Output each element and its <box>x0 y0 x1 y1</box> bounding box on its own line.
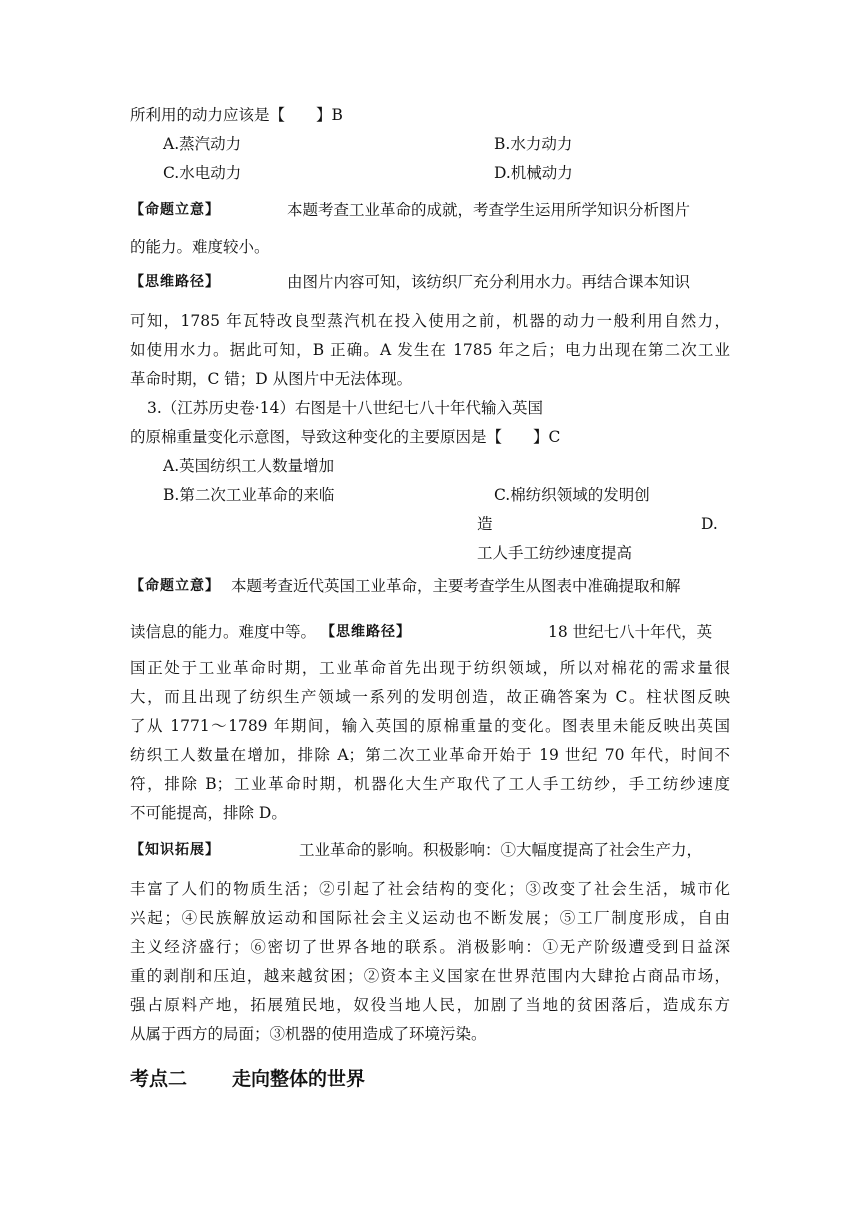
q3-extension-text-7: 从属于西方的局面；③机器的使用造成了环境污染。 <box>130 1025 487 1043</box>
q3-option-b: B.第二次工业革命的来临 <box>163 486 335 504</box>
q3-extension-tag: 【知识拓展】 <box>130 842 220 858</box>
q2-option-d: D.机械动力 <box>494 164 573 182</box>
q2-intent-text-2: 的能力。难度较小。 <box>130 238 270 256</box>
q2-option-b: B.水力动力 <box>494 135 573 153</box>
q3-path-text-5: 纺织工人数量在增加，排除 A；第二次工业革命开始于 19 世纪 70 年代，时间不 <box>130 746 730 764</box>
section-title: 走向整体的世界 <box>232 1068 366 1090</box>
q3-extension-text-5: 重的剥削和压迫，越来越贫困；②资本主义国家在世界范围内大肆抢占商品市场， <box>130 967 730 985</box>
q3-intent-text-2: 读信息的能力。难度中等。 <box>130 623 317 641</box>
q3-option-d-label: D. <box>701 515 718 533</box>
q3-extension-text-2: 丰富了人们的物质生活；②引起了社会结构的变化；③改变了社会生活，城市化 <box>130 880 730 898</box>
q2-path-tag: 【思维路径】 <box>130 274 220 290</box>
q3-intent-tag: 【命题立意】 <box>130 578 220 594</box>
q3-extension-text-3: 兴起；④民族解放运动和国际社会主义运动也不断发展；⑤工厂制度形成，自由 <box>130 909 730 927</box>
section-number: 考点二 <box>130 1068 188 1090</box>
q3-extension-text-4: 主义经济盛行；⑥密切了世界各地的联系。消极影响：①无产阶级遭受到日益深 <box>130 938 730 956</box>
q3-path-text-4: 了从 1771～1789 年期间，输入英国的原棉重量的变化。图表里未能反映出英国 <box>130 717 730 735</box>
q2-path-text-1: 由图片内容可知，该纺织厂充分利用水力。再结合课本知识 <box>287 273 691 291</box>
q3-path-text-3: 大，而且出现了纺织生产领域一系列的发明创造，故正确答案为 C。柱状图反映 <box>130 688 730 706</box>
q2-stem-tail: 所利用的动力应该是【 】B <box>130 106 343 124</box>
q3-path-text-1: 18 世纪七八十年代，英 <box>548 623 713 641</box>
q3-option-c-part-1: C.棉纺织领域的发明创 <box>494 486 650 504</box>
q2-intent-text-1: 本题考查工业革命的成就，考查学生运用所学知识分析图片 <box>287 201 691 219</box>
q3-intent-text-1: 本题考查近代英国工业革命，主要考查学生从图表中准确提取和解 <box>231 577 681 595</box>
q2-intent-tag: 【命题立意】 <box>130 202 220 218</box>
q2-path-text-3: 如使用水力。据此可知，B 正确。A 发生在 1785 年之后；电力出现在第二次工业 <box>130 341 730 359</box>
q3-path-text-2: 国正处于工业革命时期，工业革命首先出现于纺织领域，所以对棉花的需求量很 <box>130 659 730 677</box>
q2-path-text-4: 革命时期，C 错；D 从图片中无法体现。 <box>130 370 413 388</box>
q3-option-c-part-2: 造 <box>477 515 493 533</box>
q3-path-text-6: 符，排除 B；工业革命时期，机器化大生产取代了工人手工纺纱，手工纺纱速度 <box>130 775 730 793</box>
q2-path-text-2: 可知，1785 年瓦特改良型蒸汽机在投入使用之前，机器的动力一般利用自然力， <box>130 312 730 330</box>
q3-stem-2: 的原棉重量变化示意图，导致这种变化的主要原因是【 】C <box>130 428 561 446</box>
q3-stem-1: 3.（江苏历史卷·14）右图是十八世纪七八十年代输入英国 <box>147 399 543 417</box>
q3-option-d-text: 工人手工纺纱速度提高 <box>477 544 633 562</box>
q3-option-a: A.英国纺织工人数量增加 <box>163 457 335 475</box>
q3-path-text-7: 不可能提高，排除 D。 <box>130 804 287 822</box>
q2-option-a: A.蒸汽动力 <box>163 135 242 153</box>
q2-option-c: C.水电动力 <box>163 164 242 182</box>
q3-extension-text-1: 工业革命的影响。积极影响：①大幅度提高了社会生产力， <box>299 841 703 859</box>
q3-extension-text-6: 强占原料产地，拓展殖民地，奴役当地人民，加剧了当地的贫困落后，造成东方 <box>130 996 730 1014</box>
q3-path-tag: 【思维路径】 <box>321 624 411 640</box>
